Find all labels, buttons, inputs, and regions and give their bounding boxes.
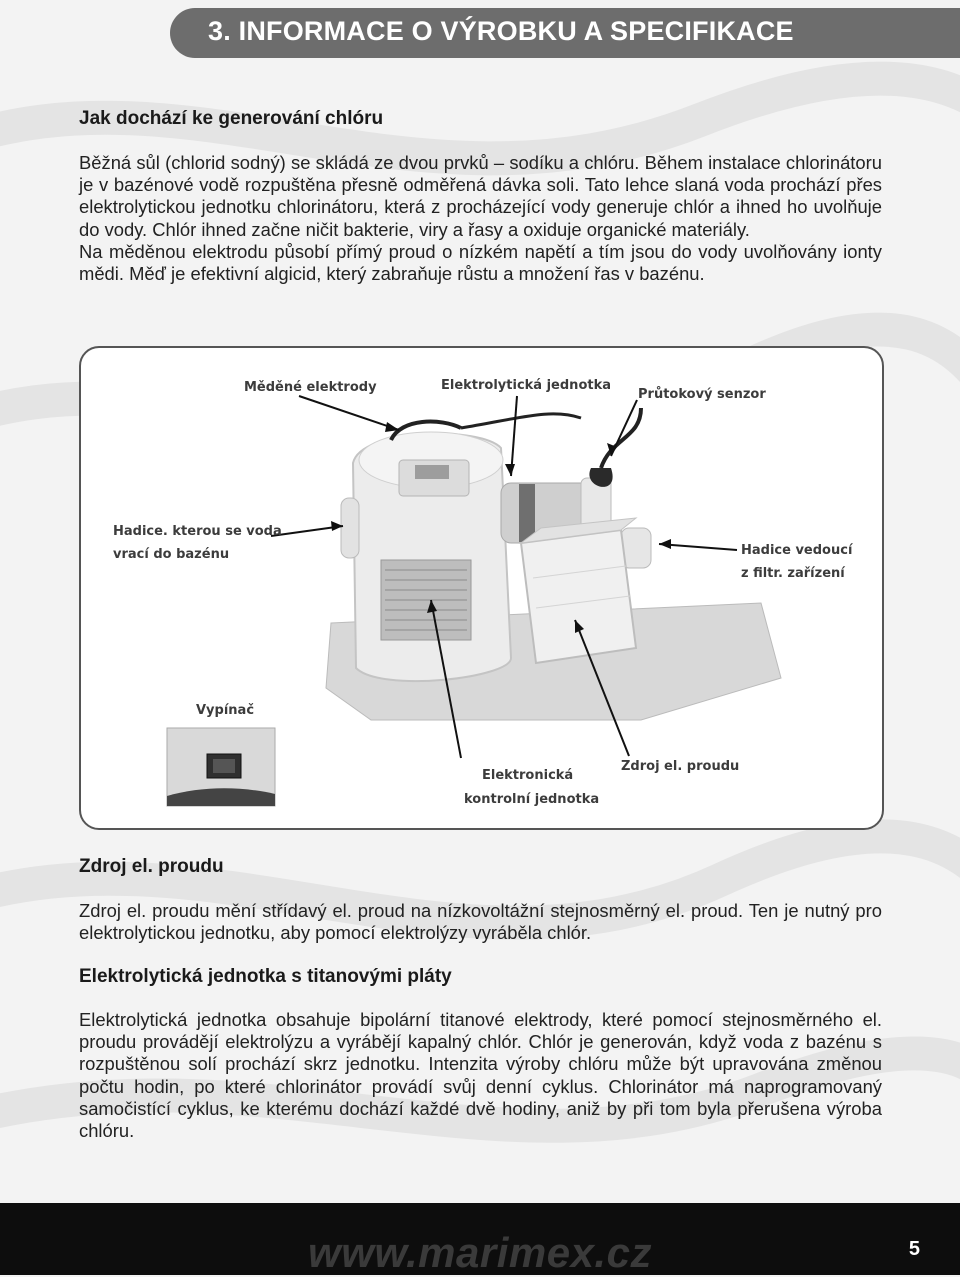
paragraph: Běžná sůl (chlorid sodný) se skládá ze dvou prvků – sodíku a chlóru. Během instalace chlorinátoru je v bazénové vodě rozpuštěna přesně odměřená dávka soli. Tato lehce slaná voda prochází přes elektrolytickou jednotku chlorinátoru, která z procházející vody generuje chlór a ihned ho uvolňuje do vody. Chlór ihned začne ničit bakterie, viry a řasy a oxiduje organické materiály. (79, 152, 882, 240)
callout-line: z filtr. zařízení (741, 566, 845, 581)
callout-line: Elektronická (482, 768, 574, 783)
callout-switch: Vypínač (196, 703, 255, 718)
chlorinator-illustration (81, 348, 882, 828)
section-heading: Zdroj el. proudu (79, 856, 224, 877)
callout-control-unit (464, 764, 599, 812)
callout-copper-electrodes: Měděné elektrody (244, 380, 377, 395)
callout-flow-sensor: Průtokový senzor (638, 387, 766, 402)
callout-inlet-hose (741, 539, 852, 585)
section-chlorine-generation (79, 108, 882, 130)
callout-line: Hadice. kterou se voda (113, 524, 282, 539)
paragraph: Elektrolytická jednotka obsahuje bipolární titanové elektrody, které pomocí stejnosměrného el. proudu provádějí elektrolýzu a vyrábějí kapalný chlór. Chlór je generován, když voda z bazénu s rozpuštěnou solí prochází skrz jednotku. Intenzita výroby chlóru může být upravována změnou počtu hodin, po které chlorinátor provádí svůj denní cyklus. Chlorinátor má naprogramovaný samočistící cyklus, ke kterému dochází každé dvě hodiny, aniž by při tom byla přerušena výroba chlóru. (79, 1009, 882, 1142)
chlorinator-diagram (79, 346, 884, 830)
footer-website: www.marimex.cz (308, 1229, 652, 1276)
callout-line: kontrolní jednotka (464, 792, 600, 807)
callout-return-hose (113, 520, 282, 566)
callout-line: Hadice vedoucí (741, 543, 853, 558)
page-number: 5 (908, 1238, 920, 1260)
section-power-supply (79, 856, 882, 878)
page-title: 3. INFORMACE O VÝROBKU A SPECIFIKACE (208, 16, 794, 46)
paragraph: Zdroj el. proudu mění střídavý el. proud na nízkovoltážní stejnosměrný el. proud. Ten je nutný pro elektrolytickou jednotku, aby pomocí elektrolýzy vyráběla chlór. (79, 900, 882, 944)
paragraph: Na měděnou elektrodu působí přímý proud o nízkém napětí a tím jsou do vody uvolňovány ionty mědi. Měď je efektivní algicid, který zabraňuje růstu a množení řas v bazénu. (79, 240, 882, 285)
section-body (79, 152, 882, 285)
section-heading: Elektrolytická jednotka s titanovými pláty (79, 966, 452, 987)
section-body (79, 1009, 882, 1142)
callout-line: vrací do bazénu (113, 547, 230, 562)
section-heading: Jak dochází ke generování chlóru (79, 108, 384, 129)
callout-power-supply: Zdroj el. proudu (621, 759, 740, 774)
section-electrolytic-unit (79, 966, 882, 988)
callout-electrolytic-unit: Elektrolytická jednotka (441, 378, 612, 393)
section-body (79, 900, 882, 944)
